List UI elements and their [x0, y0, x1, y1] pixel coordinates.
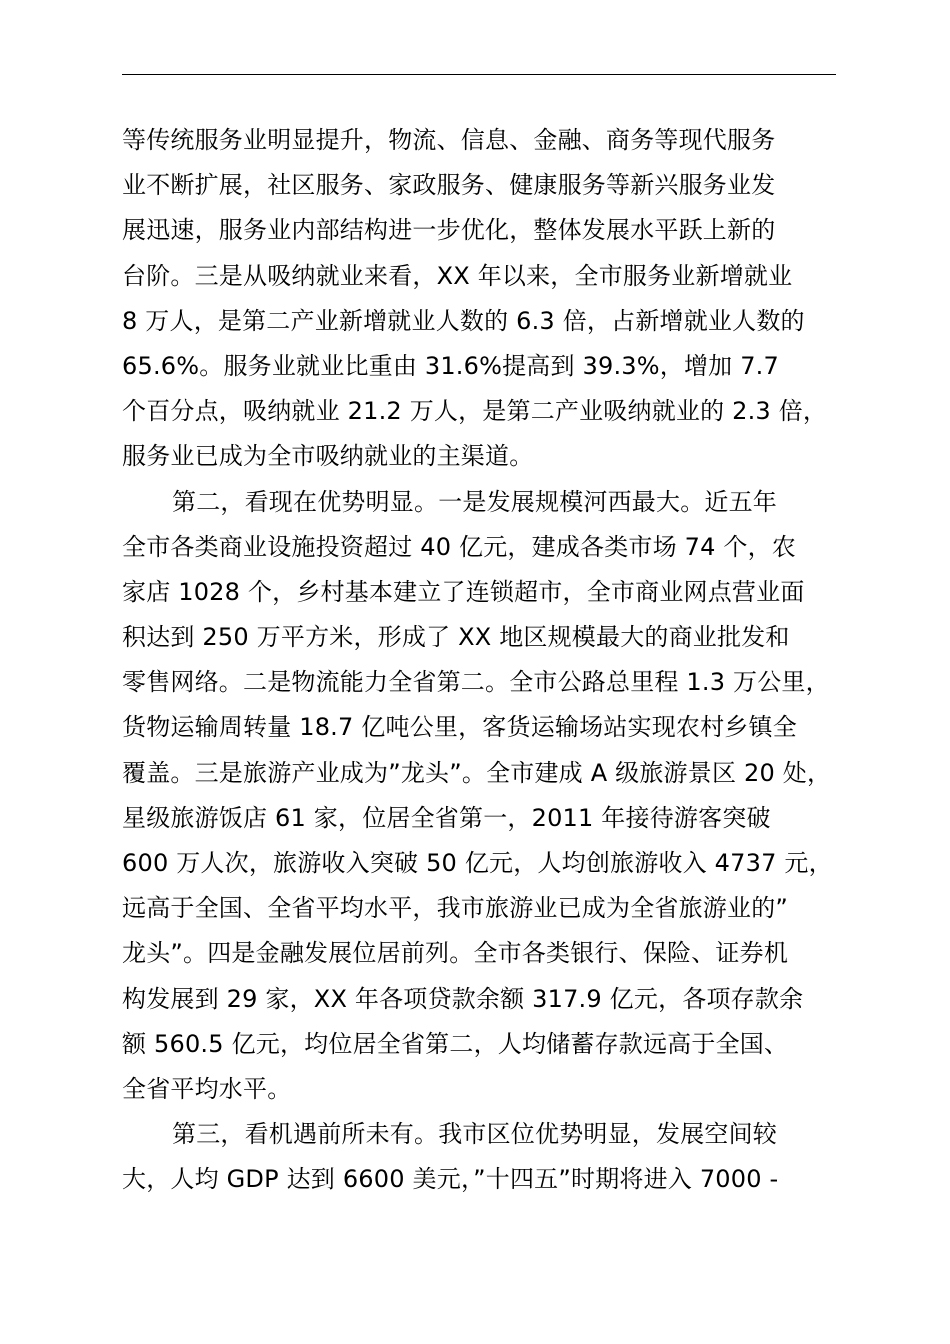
text-line: 积达到 250 万平方米，形成了 XX 地区规模最大的商业批发和 [122, 623, 790, 652]
text-line: 65.6%。服务业就业比重由 31.6%提高到 39.3%，增加 7.7 [122, 351, 779, 380]
text-line: 展迅速，服务业内部结构进一步优化，整体发展水平跃上新的 [122, 216, 776, 245]
paragraph-opportunities [122, 1112, 836, 1202]
paragraph-current-advantages [122, 480, 836, 1113]
paragraph-service-industry-employment [122, 118, 836, 480]
document-body [122, 118, 836, 1203]
text-line: 服务业已成为全市吸纳就业的主渠道。 [122, 442, 534, 471]
text-line: 构发展到 29 家，XX 年各项贷款余额 317.9 亿元，各项存款余 [122, 984, 804, 1013]
text-line: 龙头”。四是金融发展位居前列。全市各类银行、保险、证券机 [122, 939, 789, 968]
text-line: 业不断扩展，社区服务、家政服务、健康服务等新兴服务业发 [122, 171, 776, 200]
text-line: 个百分点，吸纳就业 21.2 万人，是第二产业吸纳就业的 2.3 倍， [122, 397, 828, 426]
text-line: 第三，看机遇前所未有。我市区位优势明显，发展空间较 [172, 1120, 777, 1149]
text-line: 星级旅游饭店 61 家，位居全省第一，2011 年接待游客突破 [122, 803, 771, 832]
text-line: 第二，看现在优势明显。一是发展规模河西最大。近五年 [172, 487, 777, 516]
text-line: 600 万人次，旅游收入突破 50 亿元，人均创旅游收入 4737 元， [122, 849, 833, 877]
text-line: 家店 1028 个，乡村基本建立了连锁超市，全市商业网点营业面 [122, 577, 805, 606]
text-line: 零售网络。二是物流能力全省第二。全市公路总里程 1.3 万公里， [122, 668, 830, 697]
text-line: 覆盖。三是旅游产业成为”龙头”。全市建成 A 级旅游景区 20 处， [122, 758, 832, 787]
text-line: 远高于全国、全省平均水平，我市旅游业已成为全省旅游业的” [122, 894, 789, 923]
text-line: 全省平均水平。 [122, 1074, 292, 1103]
text-line: 全市各类商业设施投资超过 40 亿元，建成各类市场 74 个，农 [122, 532, 796, 561]
header-rule [122, 74, 836, 75]
text-line: 台阶。三是从吸纳就业来看，XX 年以来，全市服务业新增就业 [122, 261, 793, 290]
text-line: 货物运输周转量 18.7 亿吨公里，客货运输场站实现农村乡镇全 [122, 713, 797, 742]
text-line: 大，人均 GDP 达到 6600 美元，”十四五”时期将进入 7000 - [122, 1165, 779, 1194]
text-line: 等传统服务业明显提升，物流、信息、金融、商务等现代服务 [122, 126, 776, 154]
text-line: 额 560.5 亿元，均位居全省第二，人均储蓄存款远高于全国、 [122, 1029, 789, 1058]
text-line: 8 万人，是第二产业新增就业人数的 6.3 倍，占新增就业人数的 [122, 306, 805, 335]
